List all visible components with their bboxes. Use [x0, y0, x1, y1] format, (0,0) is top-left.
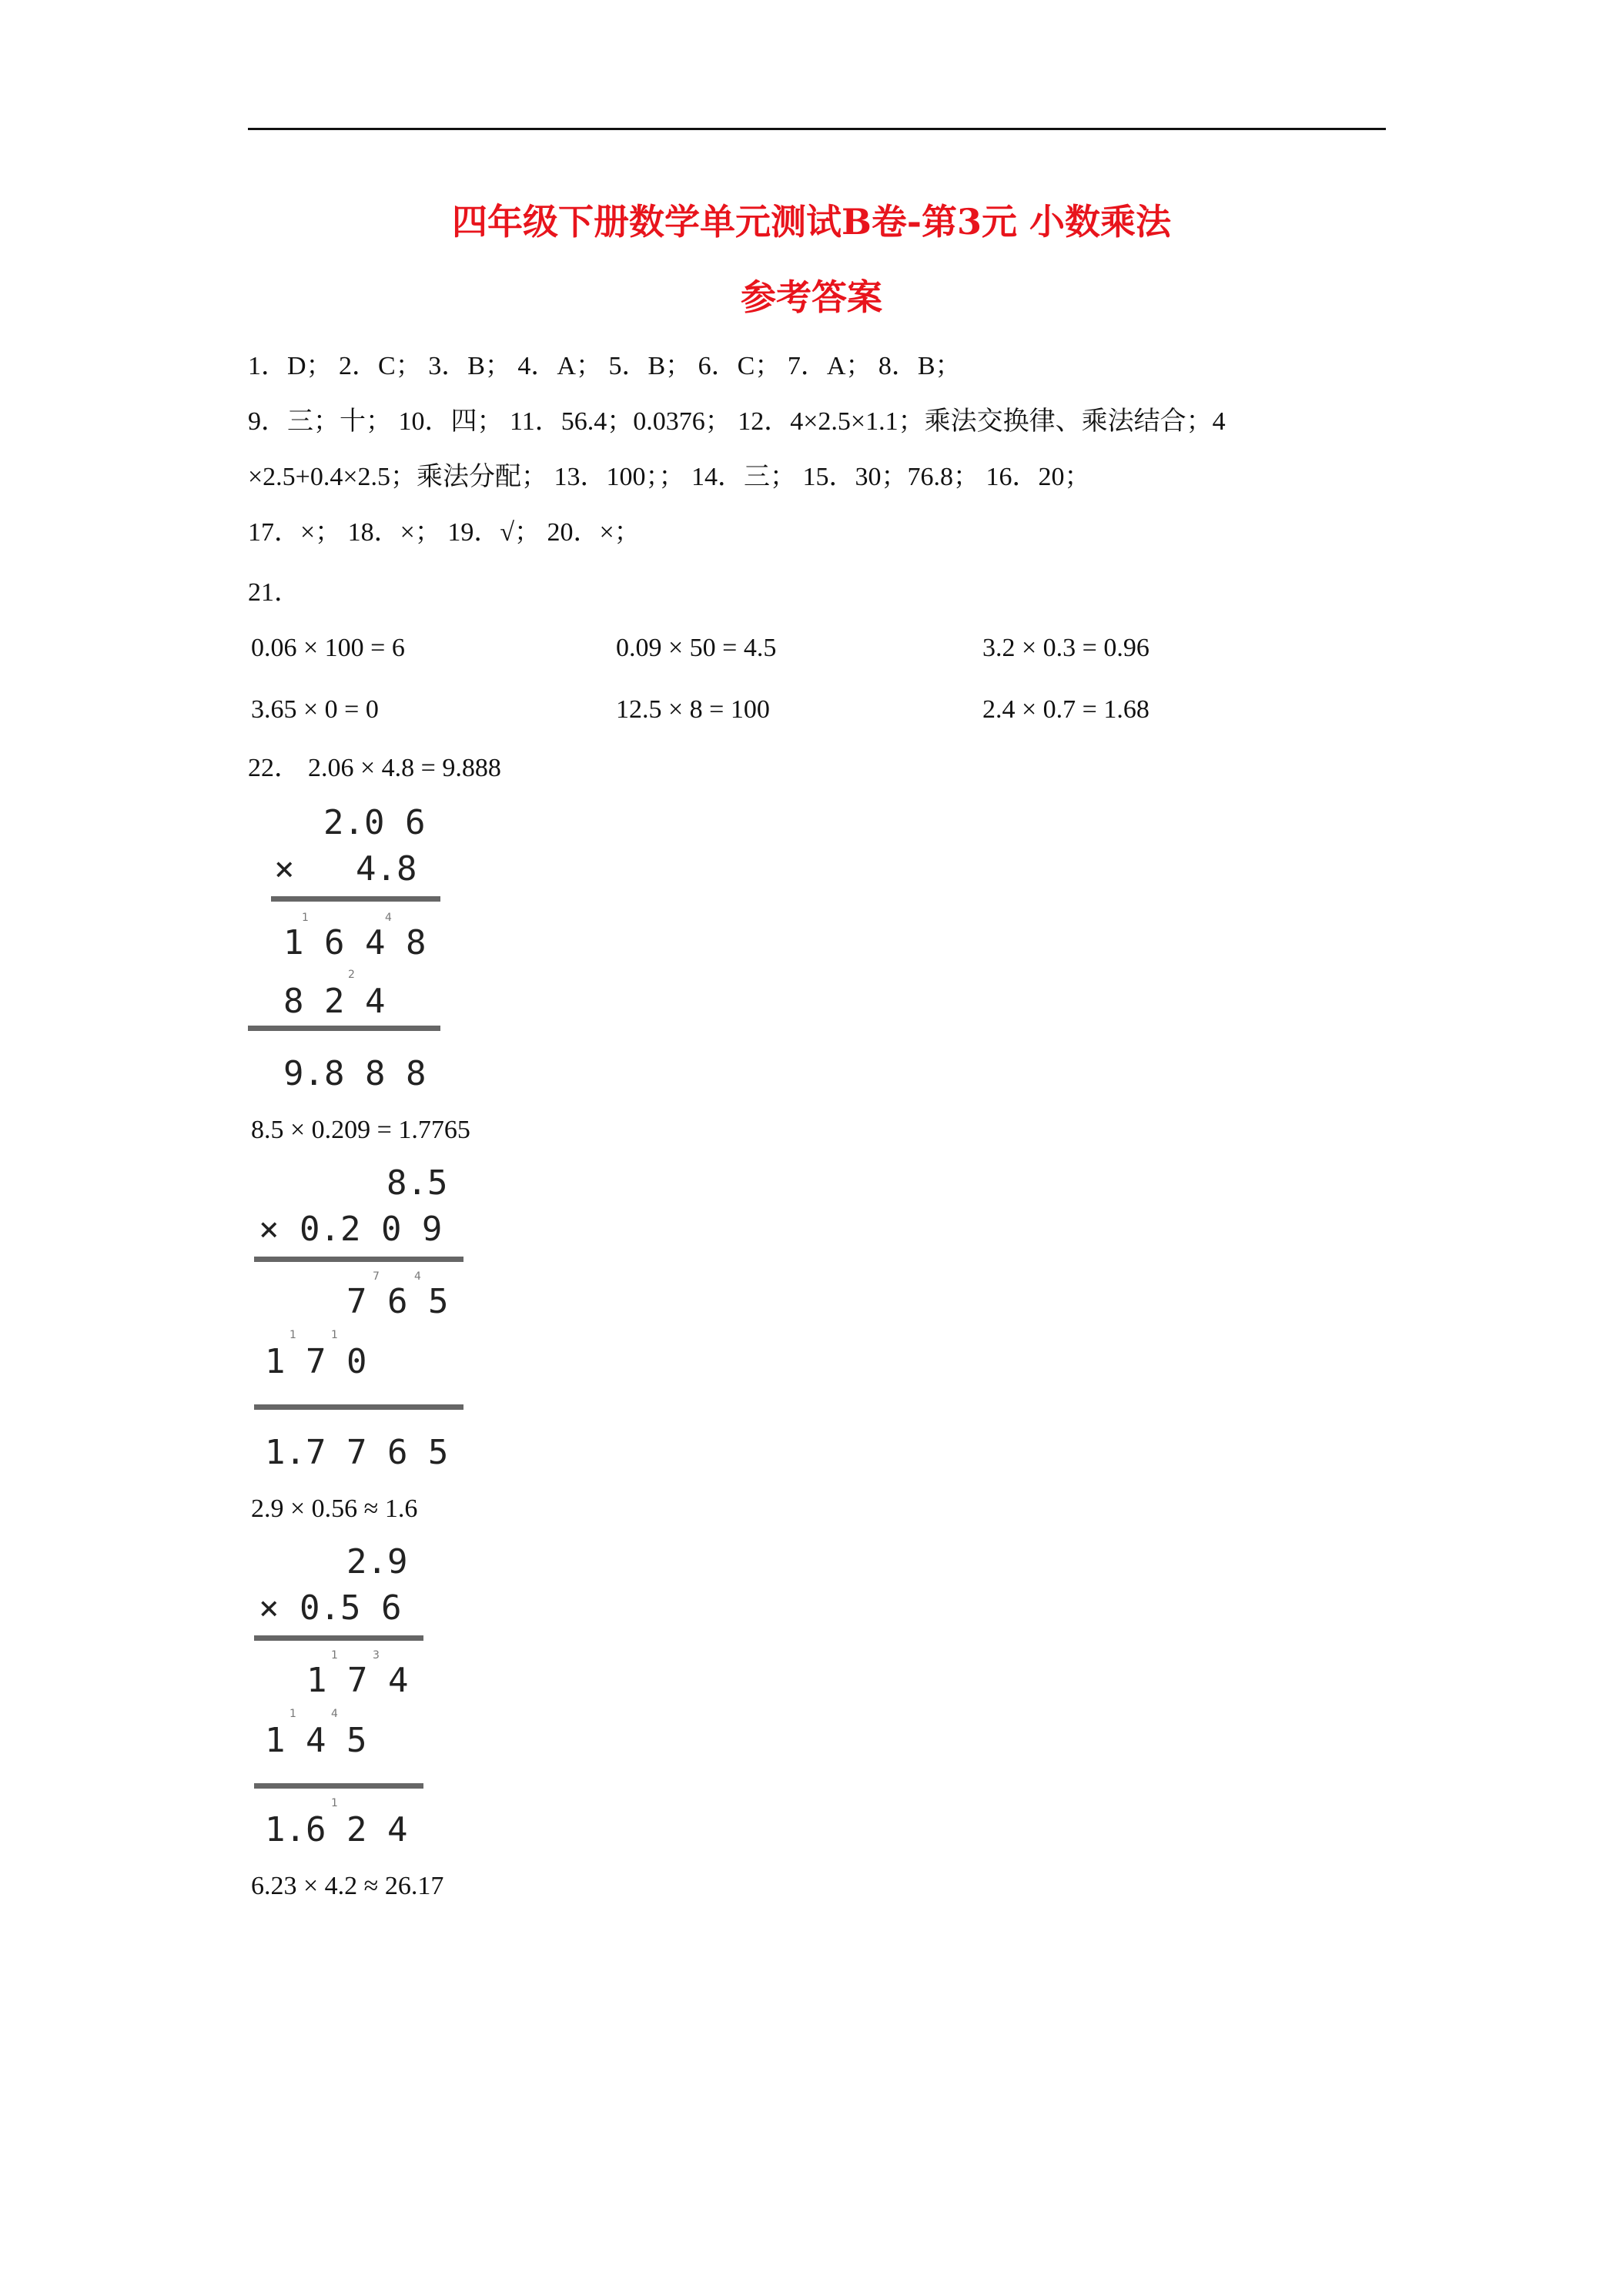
calc-result: 9.8 8 8 — [283, 1054, 427, 1093]
page-title: 四年级下册数学单元测试B卷-第3元 小数乘法 — [452, 201, 1171, 243]
answers-line-2: 9．三；十； 10．四； 11．56.4；0.0376； 12．4×2.5×1.1；乘法交换律、乘法结合；4 — [248, 407, 1226, 436]
calc-partial-1: 7 6 5 — [346, 1282, 449, 1321]
q21-cell: 12.5 × 8 = 100 — [616, 695, 770, 724]
q22-equation-2: 8.5 × 0.209 = 1.7765 — [251, 1116, 470, 1144]
calc-result: 1.7 7 6 5 — [265, 1433, 449, 1472]
calc-multiplicand: 2.0 6 — [323, 803, 426, 842]
q21-label: 21． — [248, 578, 300, 607]
q22-equation-4: 6.23 × 4.2 ≈ 26.17 — [251, 1872, 444, 1900]
calc-partial-1: 1 6 4 8 — [283, 923, 427, 962]
calc-partial-2: 8 2 4 — [283, 982, 386, 1021]
calc-result: 1.6 2 4 — [265, 1810, 408, 1849]
calc-rule — [271, 896, 440, 902]
page-subtitle: 参考答案 — [741, 276, 882, 318]
answers-line-4: 17．×； 18．×； 19．√； 20．×； — [248, 518, 641, 547]
calc-rule — [254, 1635, 423, 1641]
q21-cell: 3.2 × 0.3 = 0.96 — [982, 634, 1149, 662]
q21-cell: 2.4 × 0.7 = 1.68 — [982, 695, 1149, 724]
calc-partial-1: 1 7 4 — [306, 1661, 409, 1700]
calc-rule — [254, 1404, 463, 1410]
answers-line-1: 1．D； 2．C； 3．B； 4．A； 5．B； 6．C； 7．A； 8．B； — [248, 352, 962, 380]
header-rule — [248, 128, 1386, 130]
calc-multiplier: × 0.2 0 9 — [259, 1210, 443, 1249]
answers-line-3: ×2.5+0.4×2.5；乘法分配； 13．100；； 14．三； 15．30；76.8； 16．20； — [248, 463, 1091, 491]
q22-equation-1: 2.06 × 4.8 = 9.888 — [308, 754, 501, 782]
calc-multiplier: × 0.5 6 — [259, 1588, 402, 1628]
calc-rule — [254, 1783, 423, 1789]
calc-partial-2: 1 7 0 — [265, 1342, 367, 1381]
q22-equation-3: 2.9 × 0.56 ≈ 1.6 — [251, 1494, 418, 1523]
calc-rule — [254, 1257, 463, 1262]
q21-cell: 0.09 × 50 = 4.5 — [616, 634, 777, 662]
q22-label: 22． — [248, 754, 300, 782]
calc-rule — [248, 1026, 440, 1031]
q21-cell: 0.06 × 100 = 6 — [251, 634, 405, 662]
calc-multiplicand: 2.9 — [346, 1542, 408, 1581]
calc-multiplicand: 8.5 — [387, 1163, 448, 1203]
calc-multiplier: × 4.8 — [274, 849, 417, 889]
q21-cell: 3.65 × 0 = 0 — [251, 695, 379, 724]
calc-partial-2: 1 4 5 — [265, 1721, 367, 1760]
